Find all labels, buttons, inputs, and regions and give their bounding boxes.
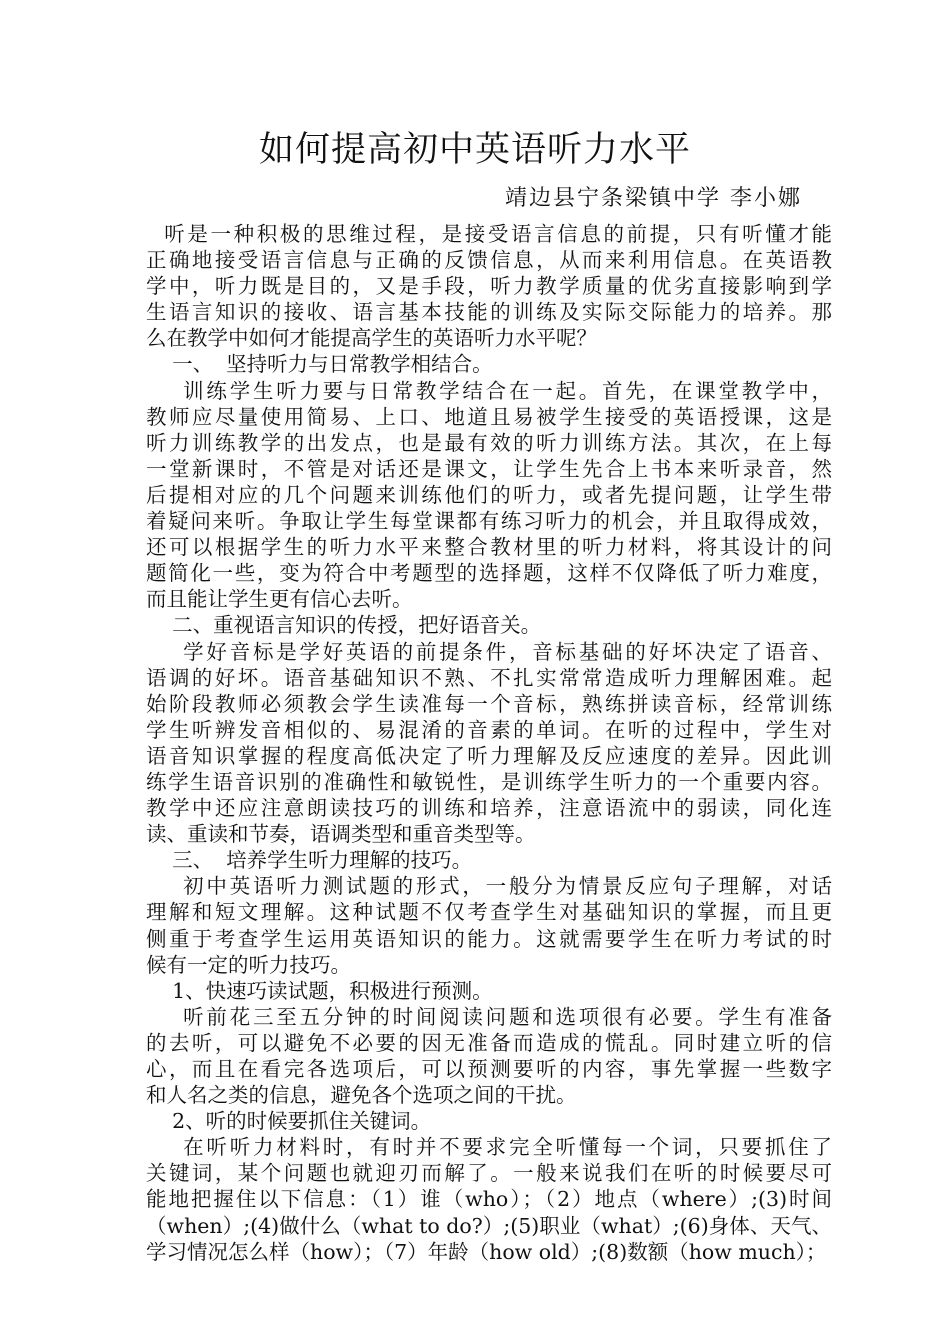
text-line: 1、快速巧读试题，积极进行预测。 xyxy=(146,978,493,1003)
text-line: 始阶段教师必须教会学生读准每一个音标，熟练拼读音标，经常训练 xyxy=(146,691,832,716)
text-line: 的去听，可以避免不必要的因无准备而造成的慌乱。同时建立听的信 xyxy=(146,1030,832,1055)
text-line: 后提相对应的几个问题来训练他们的听力，或者先提问题，让学生带 xyxy=(146,482,832,507)
text-line: 教学中还应注意朗读技巧的训练和培养，注意语流中的弱读，同化连 xyxy=(146,796,832,821)
text-line: 一堂新课时，不管是对话还是课文，让学生先合上书本来听录音，然 xyxy=(146,456,832,481)
text-line: 教师应尽量使用简易、上口、地道且易被学生接受的英语授课，这是 xyxy=(146,404,832,429)
document-author: 靖边县宁条梁镇中学 李小娜 xyxy=(505,186,802,211)
text-line: 生语言知识的接收、语言基本技能的训练及实际交际能力的培养。那 xyxy=(146,300,832,325)
text-line: 学中，听力既是目的，又是手段，听力教学质量的优劣直接影响到学 xyxy=(146,274,832,299)
text-line: 一、 坚持听力与日常教学相结合。 xyxy=(146,352,493,377)
text-line: 听是一种积极的思维过程，是接受语言信息的前提，只有听懂才能 xyxy=(146,222,832,246)
text-line: 学好音标是学好英语的前提条件，音标基础的好坏决定了语音、 xyxy=(146,639,832,664)
text-line: 练学生语音识别的准确性和敏锐性，是训练学生听力的一个重要内容。 xyxy=(146,769,832,794)
text-line: 侧重于考查学生运用英语知识的能力。这就需要学生在听力考试的时 xyxy=(146,926,832,951)
text-line: 听前花三至五分钟的时间阅读问题和选项很有必要。学生有准备 xyxy=(146,1004,832,1029)
text-line: 关键词，某个问题也就迎刃而解了。一般来说我们在听的时候要尽可 xyxy=(146,1161,832,1186)
text-line: 三、 培养学生听力理解的技巧。 xyxy=(146,848,473,873)
text-line: 正确地接受语言信息与正确的反馈信息，从而来利用信息。在英语教 xyxy=(146,248,832,273)
text-line: 在听听力材料时，有时并不要求完全听懂每一个词，只要抓住了 xyxy=(146,1135,832,1160)
text-line: 语音知识掌握的程度高低决定了听力理解及反应速度的差异。因此训 xyxy=(146,743,832,768)
text-line: 题简化一些，变为符合中考题型的选择题，这样不仅降低了听力难度， xyxy=(146,561,832,586)
text-line: 心，而且在看完各选项后，可以预测要听的内容，事先掌握一些数字 xyxy=(146,1057,832,1081)
text-line: 和人名之类的信息，避免各个选项之间的干扰。 xyxy=(146,1083,577,1108)
text-line: 初中英语听力测试题的形式，一般分为情景反应句子理解，对话 xyxy=(146,874,832,899)
text-line: 语调的好坏。语音基础知识不熟、不扎实常常造成听力理解困难。起 xyxy=(146,665,832,690)
text-line: 2、听的时候要抓住关键词。 xyxy=(146,1109,432,1134)
text-line: 训练学生听力要与日常教学结合在一起。首先，在课堂教学中， xyxy=(146,378,832,403)
text-line: 能地把握住以下信息：（1）谁（who）；（2）地点（where）;(3)时间 xyxy=(146,1187,832,1212)
text-line: 么在教学中如何才能提高学生的英语听力水平呢？ xyxy=(146,326,597,351)
document-body xyxy=(146,221,832,1265)
text-line: 读、重读和节奏，语调类型和重音类型等。 xyxy=(146,822,536,847)
text-line: 着疑问来听。争取让学生每堂课都有练习听力的机会，并且取得成效， xyxy=(146,509,832,534)
text-line: 听力训练教学的出发点，也是最有效的听力训练方法。其次，在上每 xyxy=(146,430,832,455)
text-line: 二、重视语言知识的传授，把好语音关。 xyxy=(146,613,542,638)
text-line: 学生听辨发音相似的、易混淆的音素的单词。在听的过程中，学生对 xyxy=(146,717,832,742)
document-title: 如何提高初中英语听力水平 xyxy=(258,130,691,170)
text-line: 理解和短文理解。这种试题不仅考查学生对基础知识的掌握，而且更 xyxy=(146,900,832,925)
text-line: 而且能让学生更有信心去听。 xyxy=(146,587,413,612)
text-line: （when）;(4)做什么（what to do?）;(5)职业（what）;(6)身体、天气、 xyxy=(146,1213,832,1238)
text-line: 候有一定的听力技巧。 xyxy=(146,952,351,977)
text-line: 学习情况怎么样（how）；（7）年龄（how old）;(8)数额（how much）； xyxy=(146,1239,827,1264)
text-line: 还可以根据学生的听力水平来整合教材里的听力材料，将其设计的问 xyxy=(146,535,832,560)
